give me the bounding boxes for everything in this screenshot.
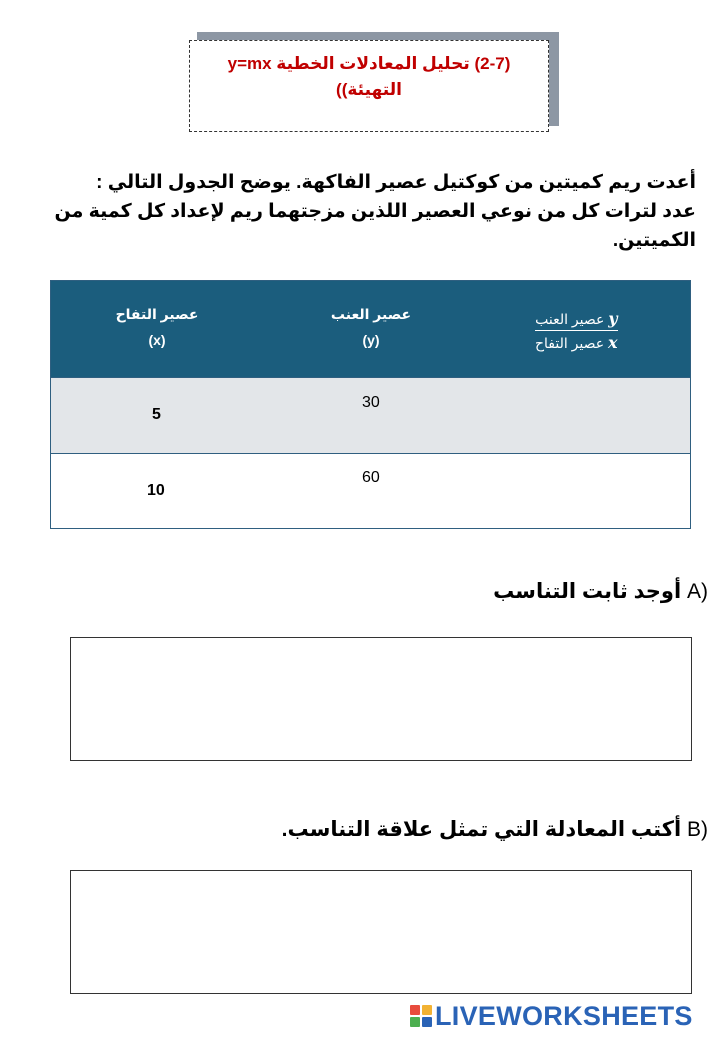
logo-square-blue xyxy=(422,1017,432,1027)
problem-statement xyxy=(54,168,696,255)
juice-table xyxy=(50,280,691,529)
liveworksheets-logo xyxy=(410,1001,693,1031)
logo-square-yellow xyxy=(422,1005,432,1015)
question-b xyxy=(282,817,708,842)
ratio-top-label: عصير العنب xyxy=(535,311,605,327)
ratio-denominator xyxy=(535,331,618,352)
table-row xyxy=(51,377,690,453)
header-apple-juice xyxy=(107,301,207,353)
question-a-text: أوجد ثابت التناسب xyxy=(493,580,682,603)
logo-grid-icon xyxy=(410,1005,432,1027)
ratio-y-var: y xyxy=(608,309,618,328)
row1-grape-value: 30 xyxy=(362,394,380,411)
ratio-bottom-label: عصير التفاح xyxy=(535,335,605,351)
answer-box-a[interactable] xyxy=(70,637,692,761)
problem-line-3: الكميتين. xyxy=(612,230,696,251)
question-b-text: أكتب المعادلة التي تمثل علاقة التناسب. xyxy=(281,818,682,841)
logo-square-red xyxy=(410,1005,420,1015)
lesson-title xyxy=(189,40,549,132)
header-grape-var: (y) xyxy=(362,332,380,348)
row1-apple-value: 5 xyxy=(152,406,161,423)
header-grape-label: عصير العنب xyxy=(330,306,412,322)
logo-text: LIVEWORKSHEETS xyxy=(435,1000,693,1031)
title-frame xyxy=(189,32,559,136)
question-a-letter: A) xyxy=(687,580,708,603)
problem-line-2: عدد لترات كل من نوعي العصير اللذين مزجتهما ريم لإعداد كل كمية من xyxy=(54,201,696,222)
table-header xyxy=(51,281,690,377)
header-ratio xyxy=(535,309,618,352)
ratio-x-var: x xyxy=(608,333,618,352)
header-apple-var: (x) xyxy=(148,332,166,348)
answer-box-b[interactable] xyxy=(70,870,692,994)
table-row xyxy=(51,453,690,528)
problem-line-1: أعدت ريم كميتين من كوكتيل عصير الفاكهة. يوضح الجدول التالي : xyxy=(96,172,696,193)
row2-grape-value: 60 xyxy=(362,469,380,486)
header-grape-juice xyxy=(321,301,421,353)
ratio-numerator xyxy=(535,309,618,331)
header-apple-label: عصير التفاح xyxy=(115,306,199,322)
logo-square-green xyxy=(410,1017,420,1027)
question-a xyxy=(493,579,708,604)
row2-apple-value: 10 xyxy=(147,482,165,499)
question-b-letter: B) xyxy=(687,818,708,841)
lesson-title-line2: ((التهيئة xyxy=(336,80,402,99)
lesson-title-line1: (2-7) تحليل المعادلات الخطية y=mx xyxy=(227,54,511,73)
